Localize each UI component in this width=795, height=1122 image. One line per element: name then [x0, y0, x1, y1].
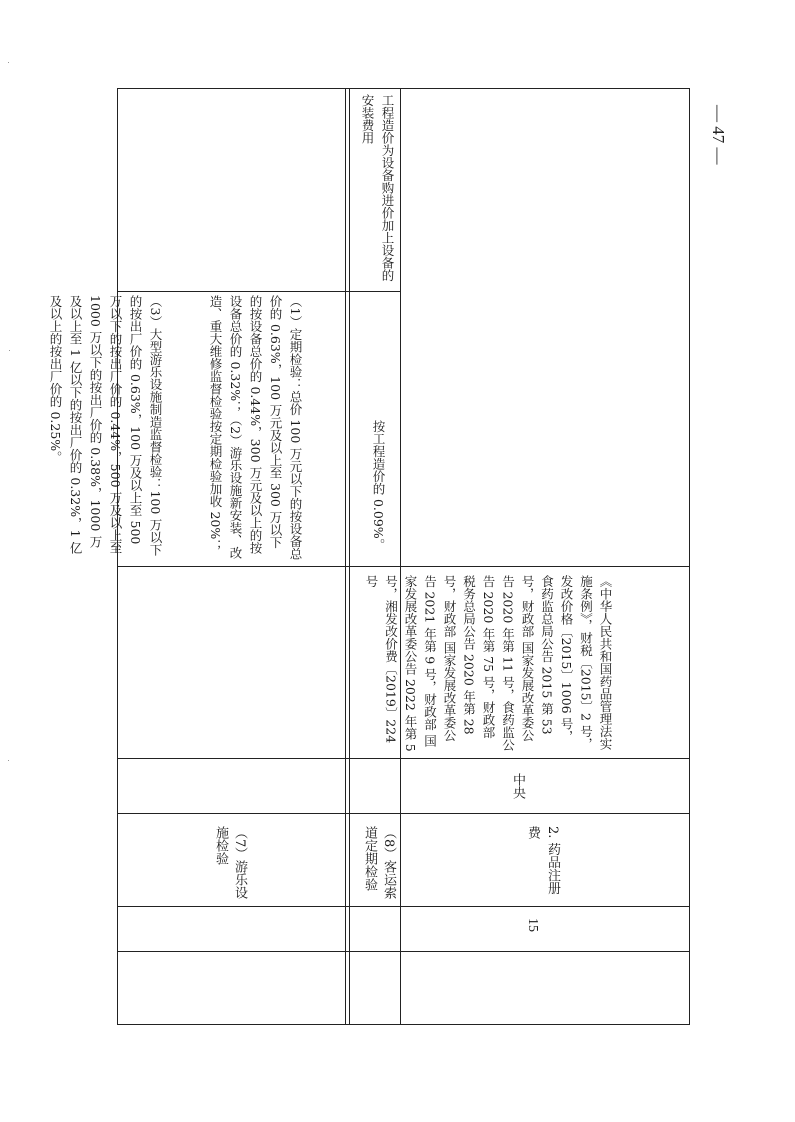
row8-note: 工程造价为设备购进价加上设备的安装费用 — [360, 94, 395, 282]
row-separator — [349, 88, 350, 1025]
row8-item-name: （8）客运索道定期检验 — [362, 826, 396, 900]
row15-number: 15 — [525, 918, 540, 932]
column-separator — [117, 906, 690, 907]
row15-basis-text: 《中华人民共和国药品管理法实施条例》，财税〔2015〕2 号，发改价格〔2015〕1006 号，食药监总局公告 2015 第 53 号，财政部 国家发展改革委公告 2020 年第 11 号，食药监公告 2020 年第 75 号，财政部 税务总局公告 2020 年第 28 号，财政部 国家发展改革委公告 2021 年第 9 号，财政部 国家发展改革委公告 2022 年第 5 号，湘发改价费〔2019〕224 号 — [364, 575, 613, 756]
table-border-right — [689, 88, 690, 1025]
table-border-top — [117, 88, 690, 89]
row15-authority: 中央 — [510, 773, 525, 799]
row-separator — [345, 88, 346, 1025]
scan-speck — [8, 760, 9, 761]
column-separator — [117, 951, 690, 952]
table-border-bottom — [117, 1024, 690, 1025]
row7-basis-paragraph-2: （3）大型游乐设施制造监督检验：100 万以下的按出厂价的 0.63%，100 万及以上至 500 万以下的按出厂价的 0.44%，500 万及以上至 1000 万以下的按出厂价的 0.38%，1000 万及以上至 1 亿以下的按出厂价的 0.32%，1 亿及以上的按出厂价的 0.25%。 — [48, 295, 163, 558]
column-separator — [117, 566, 690, 567]
row-separator — [400, 88, 401, 1025]
column-separator — [117, 758, 690, 759]
row8-standard: 按工程造价的 0.09%。 — [371, 420, 386, 552]
scan-speck — [8, 62, 9, 63]
row7-basis-paragraph-1: （1）定期检验：总价 100 万元以下的按设备总价的 0.63%，100 万元及以上至 300 万以下的按设备总价的 0.44%，300 万元及以上的按设备总价的 0.32%；（2）游乐设施新安装、改造、重大维修监督检验按定期检验加收 20%； — [208, 295, 303, 560]
scan-speck — [9, 350, 10, 351]
row15-item-name: 2. 药品注册费 — [525, 826, 560, 895]
column-separator — [117, 813, 690, 814]
row7-basis-text — [48, 295, 345, 560]
row7-item-name: （7）游乐设施检验 — [213, 826, 247, 900]
page-number: — 47 — — [709, 105, 728, 165]
column-separator — [117, 291, 401, 292]
